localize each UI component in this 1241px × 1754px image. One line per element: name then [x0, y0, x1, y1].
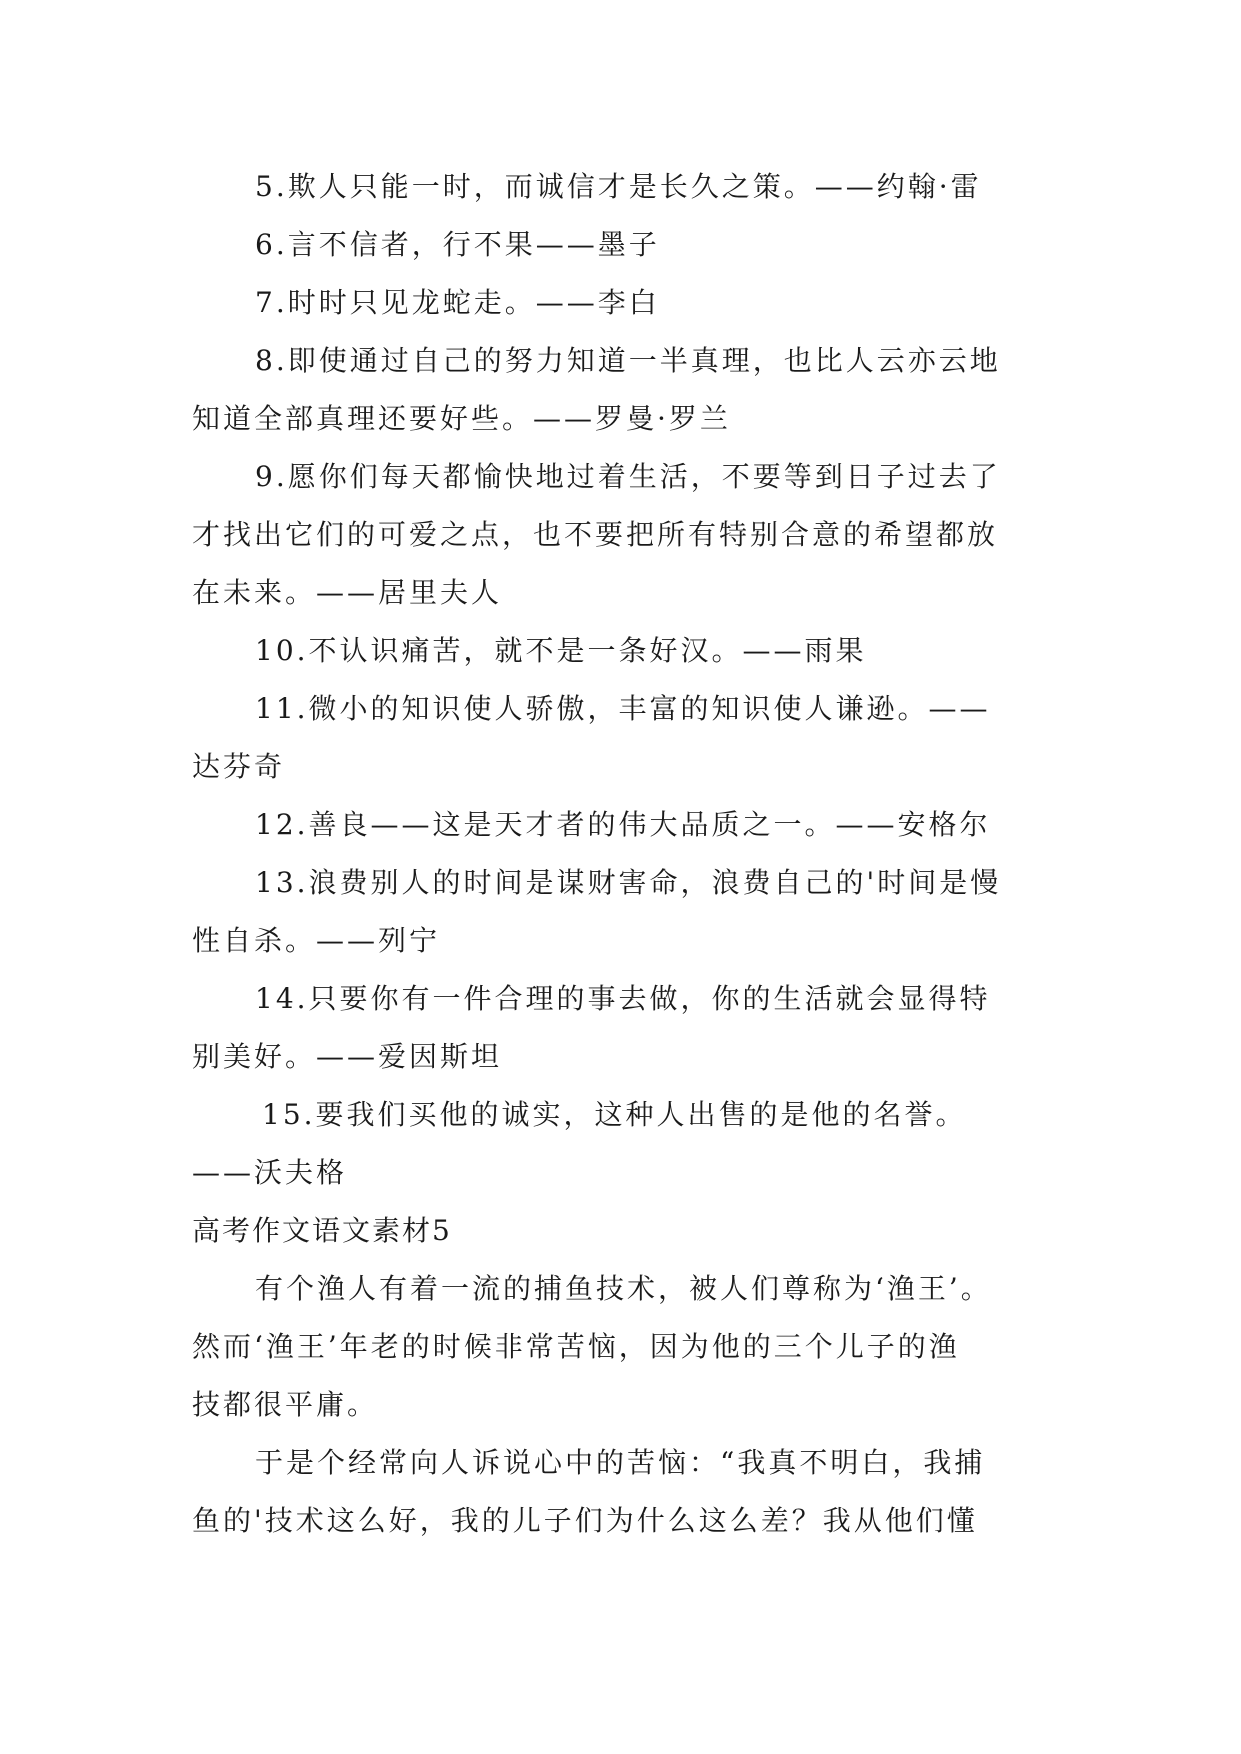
story-paragraph-2-line-1: 于是个经常向人诉说心中的苦恼：“我真不明白，我捕 — [255, 1446, 986, 1479]
story-paragraph-1-line-2: 然而‘渔王’年老的时候非常苦恼，因为他的三个儿子的渔 — [192, 1330, 960, 1363]
document-page — [192, 158, 1052, 1550]
story-paragraph-1-line-1: 有个渔人有着一流的捕鱼技术，被人们尊称为‘渔王’。 — [255, 1272, 992, 1305]
quote-11-line-1: 11.微小的知识使人骄傲，丰富的知识使人谦逊。—— — [255, 692, 991, 725]
quote-13-line-2: 性自杀。——列宁 — [192, 924, 441, 957]
story-paragraph-1-line-3: 技都很平庸。 — [192, 1388, 379, 1421]
quote-7: 7.时时只见龙蛇走。——李白 — [255, 286, 660, 319]
quote-11-line-2: 达芬奇 — [192, 750, 286, 783]
quote-14-line-2: 别美好。——爱因斯坦 — [192, 1040, 503, 1073]
quote-8-line-1: 8.即使通过自己的努力知道一半真理，也比人云亦云地 — [255, 344, 1001, 377]
quote-9-line-3: 在未来。——居里夫人 — [192, 576, 503, 609]
quote-5: 5.欺人只能一时，而诚信才是长久之策。——约翰·雷 — [255, 170, 982, 203]
story-paragraph-2-line-2: 鱼的'技术这么好，我的儿子们为什么这么差？我从他们懂 — [192, 1504, 978, 1537]
quote-15-line-2: ——沃夫格 — [192, 1156, 348, 1189]
quote-9-line-1: 9.愿你们每天都愉快地过着生活，不要等到日子过去了 — [255, 460, 1001, 493]
quote-6: 6.言不信者，行不果——墨子 — [255, 228, 660, 261]
section-heading: 高考作文语文素材5 — [192, 1214, 452, 1247]
quote-12: 12.善良——这是天才者的伟大品质之一。——安格尔 — [255, 808, 991, 841]
quote-13-line-1: 13.浪费别人的时间是谋财害命，浪费自己的'时间是慢 — [255, 866, 1002, 899]
quote-15-line-1: 15.要我们买他的诚实，这种人出售的是他的名誉。 — [262, 1098, 967, 1131]
quote-9-line-2: 才找出它们的可爱之点，也不要把所有特别合意的希望都放 — [192, 518, 999, 551]
quote-10: 10.不认识痛苦，就不是一条好汉。——雨果 — [255, 634, 867, 667]
quote-14-line-1: 14.只要你有一件合理的事去做，你的生活就会显得特 — [255, 982, 991, 1015]
quote-8-line-2: 知道全部真理还要好些。——罗曼·罗兰 — [192, 402, 731, 435]
